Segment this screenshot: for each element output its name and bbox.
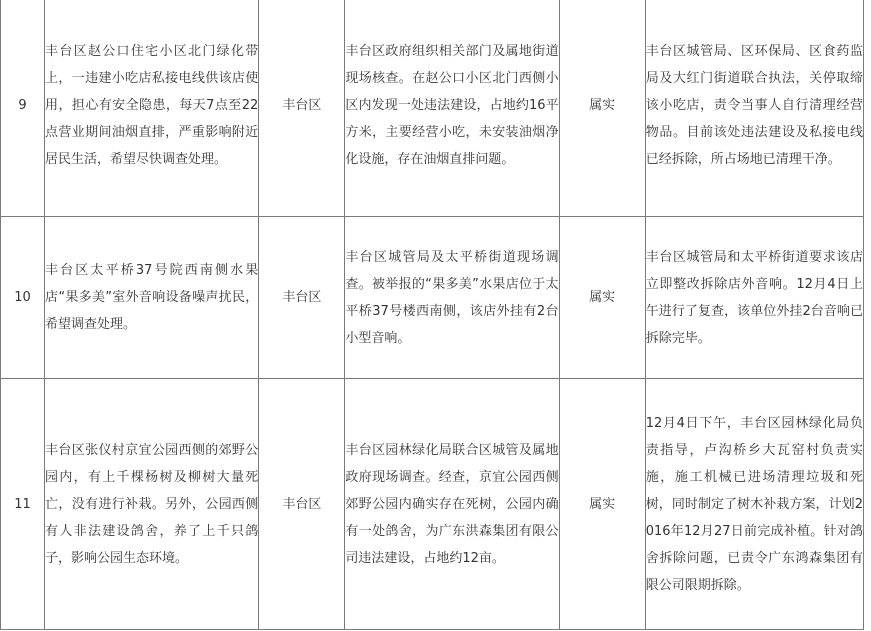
- row-index: 10: [1, 217, 45, 379]
- verdict-cell: 属实: [559, 0, 645, 217]
- table-row: [1, 0, 864, 217]
- complaint-text: 丰台区赵公口住宅小区北门绿化带上，一违建小吃店私接电线供该店使用，担心有安全隐患，每天7点至22点营业期间油烟直排，严重影响附近居民生活，希望尽快调查处理。: [45, 0, 259, 217]
- district-cell: 丰台区: [259, 217, 345, 379]
- result-text: 丰台区城管局、区环保局、区食药监局及大红门街道联合执法，关停取缔该小吃店，责令当事人自行清理经营物品。目前该处违法建设及私接电线已经拆除，所占场地已清理干净。: [645, 0, 863, 217]
- investigation-text: 丰台区园林绿化局联合区城管及属地政府现场调查。经查，京宜公园西侧郊野公园内确实存在死树，公园内确有一处鸽舍，为广东洪森集团有限公司违法建设，占地约12亩。: [345, 379, 559, 630]
- district-cell: 丰台区: [259, 379, 345, 630]
- verdict-cell: 属实: [559, 379, 645, 630]
- table-row: [1, 217, 864, 379]
- complaint-text: 丰台区张仪村京宜公园西侧的郊野公园内，有上千棵杨树及柳树大量死亡，没有进行补栽。另外，公园西侧有人非法建设鸽舍，养了上千只鸽子，影响公园生态环境。: [45, 379, 259, 630]
- result-text: 12月4日下午，丰台区园林绿化局负责指导，卢沟桥乡大瓦窑村负责实施，施工机械已进场清理垃圾和死树，同时制定了树木补栽方案，计划2016年12月27日前完成补植。针对鸽舍拆除问题，已责令广东鸿森集团有限公司限期拆除。: [645, 379, 863, 630]
- row-index: 9: [1, 0, 45, 217]
- verdict-cell: 属实: [559, 217, 645, 379]
- investigation-text: 丰台区城管局及太平桥街道现场调查。被举报的“果多美”水果店位于太平桥37号楼西南侧，该店外挂有2台小型音响。: [345, 217, 559, 379]
- district-cell: 丰台区: [259, 0, 345, 217]
- row-index: 11: [1, 379, 45, 630]
- complaint-text: 丰台区太平桥37号院西南侧水果店“果多美”室外音响设备噪声扰民，希望调查处理。: [45, 217, 259, 379]
- result-text: 丰台区城管局和太平桥街道要求该店立即整改拆除店外音响。12月4日上午进行了复查，该单位外挂2台音响已拆除完毕。: [645, 217, 863, 379]
- investigation-text: 丰台区政府组织相关部门及属地街道现场核查。在赵公口小区北门西侧小区内发现一处违法建设，占地约16平方米，主要经营小吃，未安装油烟净化设施，存在油烟直排问题。: [345, 0, 559, 217]
- table-row: [1, 379, 864, 630]
